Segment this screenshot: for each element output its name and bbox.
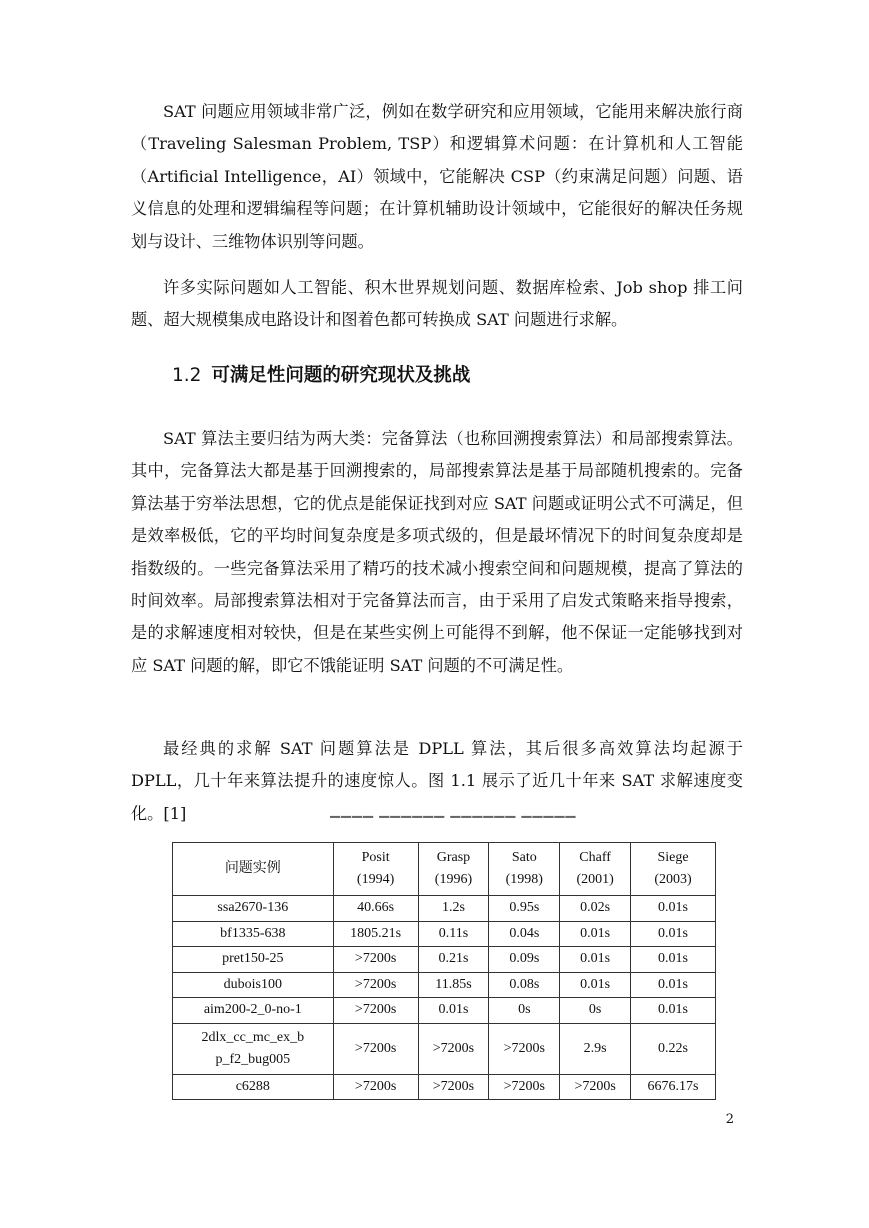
table-row bbox=[173, 972, 716, 998]
cell-instance: dubois100 bbox=[173, 972, 334, 998]
cell-value: >7200s bbox=[418, 1023, 489, 1074]
table-row bbox=[173, 998, 716, 1024]
header-sato: Sato (1998) bbox=[489, 843, 560, 896]
cell-value: >7200s bbox=[489, 1074, 560, 1100]
page-number: 2 bbox=[725, 1112, 734, 1127]
paragraph-algorithm-classes: SAT 算法主要归结为两大类：完备算法（也称回溯搜索算法）和局部搜索算法。其中，完备算法大都是基于回溯搜索的，局部搜索算法是基于局部随机搜索的。完备算法基于穷举法思想，它的优点是能保证找到对应 SAT 问题或证明公式不可满足，但是效率极低，它的平均时间复杂度是多项式级的，但是最坏情况下的时间复杂度却是指数级的。一些完备算法采用了精巧的技术减小搜索空间和问题规模，提高了算法的时间效率。局部搜索算法相对于完备算法而言，由于采用了启发式策略来指导搜索，是的求解速度相对较快，但是在某些实例上可能得不到解，他不保证一定能够找到对应 SAT 问题的解，即它不饿能证明 SAT 问题的不可满足性。 bbox=[131, 429, 743, 675]
cell-value: 40.66s bbox=[333, 896, 418, 922]
cell-value: 0.21s bbox=[418, 947, 489, 973]
cell-value: 0.95s bbox=[489, 896, 560, 922]
section-number: 1.2 bbox=[172, 365, 202, 386]
cell-value: 0.04s bbox=[489, 921, 560, 947]
cell-value: 1805.21s bbox=[333, 921, 418, 947]
paragraph-practical-problems: 许多实际问题如人工智能、积木世界规划问题、数据库检索、Job shop 排工问题、超大规模集成电路设计和图着色都可转换成 SAT 问题进行求解。 bbox=[131, 278, 743, 330]
cell-instance: pret150-25 bbox=[173, 947, 334, 973]
cell-value: 1.2s bbox=[418, 896, 489, 922]
cell-value: 0.01s bbox=[631, 921, 716, 947]
cell-instance: aim200-2_0-no-1 bbox=[173, 998, 334, 1024]
cell-value: 0.22s bbox=[631, 1023, 716, 1074]
cell-value: >7200s bbox=[418, 1074, 489, 1100]
table-header-row bbox=[173, 843, 716, 896]
cell-instance: c6288 bbox=[173, 1074, 334, 1100]
cell-value: 0.01s bbox=[631, 947, 716, 973]
cell-value: 0.01s bbox=[560, 972, 631, 998]
cell-value: 0.01s bbox=[631, 972, 716, 998]
sat-solver-speed-table bbox=[172, 842, 716, 1100]
cell-value: >7200s bbox=[560, 1074, 631, 1100]
table-row bbox=[173, 1023, 716, 1074]
header-siege: Siege (2003) bbox=[631, 843, 716, 896]
header-chaff: Chaff (2001) bbox=[560, 843, 631, 896]
cell-value: 0s bbox=[489, 998, 560, 1024]
cell-instance: bf1335-638 bbox=[173, 921, 334, 947]
cell-value: 0.01s bbox=[631, 896, 716, 922]
table-row bbox=[173, 947, 716, 973]
paragraph-dpll: 最经典的求解 SAT 问题算法是 DPLL 算法，其后很多高效算法均起源于 DPLL，几十年来算法提升的速度惊人。图 1.1 展示了近几十年来 SAT 求解速度变化。[1] bbox=[131, 739, 743, 823]
cell-value: >7200s bbox=[489, 1023, 560, 1074]
cell-instance: 2dlx_cc_mc_ex_b p_f2_bug005 bbox=[173, 1023, 334, 1074]
paragraph-sat-applications: SAT 问题应用领域非常广泛，例如在数学研究和应用领域，它能用来解决旅行商（Traveling Salesman Problem, TSP）和逻辑算术问题：在计算机和人工智能（Artificial Intelligence，AI）领域中，它能解决 CSP（约束满足问题）问题、语义信息的处理和逻辑编程等问题；在计算机辅助设计领域中，它能很好的解决任务规划与设计、三维物体识别等问题。 bbox=[131, 102, 743, 251]
header-instance: 问题实例 bbox=[173, 843, 334, 896]
cell-value: 0.09s bbox=[489, 947, 560, 973]
cropped-caption-fragment: ▔▔▔▔ ▔▔▔▔▔▔ ▔▔▔▔▔▔ ▔▔▔▔▔ bbox=[330, 817, 577, 832]
cell-value: >7200s bbox=[333, 1074, 418, 1100]
cell-value: 11.85s bbox=[418, 972, 489, 998]
cell-value: >7200s bbox=[333, 998, 418, 1024]
section-title: 可满足性问题的研究现状及挑战 bbox=[211, 365, 471, 386]
cell-value: >7200s bbox=[333, 1023, 418, 1074]
section-heading bbox=[172, 361, 470, 387]
cell-value: 0.02s bbox=[560, 896, 631, 922]
table-row bbox=[173, 896, 716, 922]
cell-instance: ssa2670-136 bbox=[173, 896, 334, 922]
cell-value: >7200s bbox=[333, 972, 418, 998]
table-row bbox=[173, 921, 716, 947]
cell-value: 0.01s bbox=[560, 921, 631, 947]
cell-value: 0.08s bbox=[489, 972, 560, 998]
cell-value: 0s bbox=[560, 998, 631, 1024]
table-row bbox=[173, 1074, 716, 1100]
cell-value: 0.01s bbox=[418, 998, 489, 1024]
cell-value: 0.11s bbox=[418, 921, 489, 947]
header-posit: Posit (1994) bbox=[333, 843, 418, 896]
cell-value: 0.01s bbox=[631, 998, 716, 1024]
header-grasp: Grasp (1996) bbox=[418, 843, 489, 896]
cell-value: 0.01s bbox=[560, 947, 631, 973]
cell-value: 2.9s bbox=[560, 1023, 631, 1074]
cell-value: 6676.17s bbox=[631, 1074, 716, 1100]
cell-value: >7200s bbox=[333, 947, 418, 973]
